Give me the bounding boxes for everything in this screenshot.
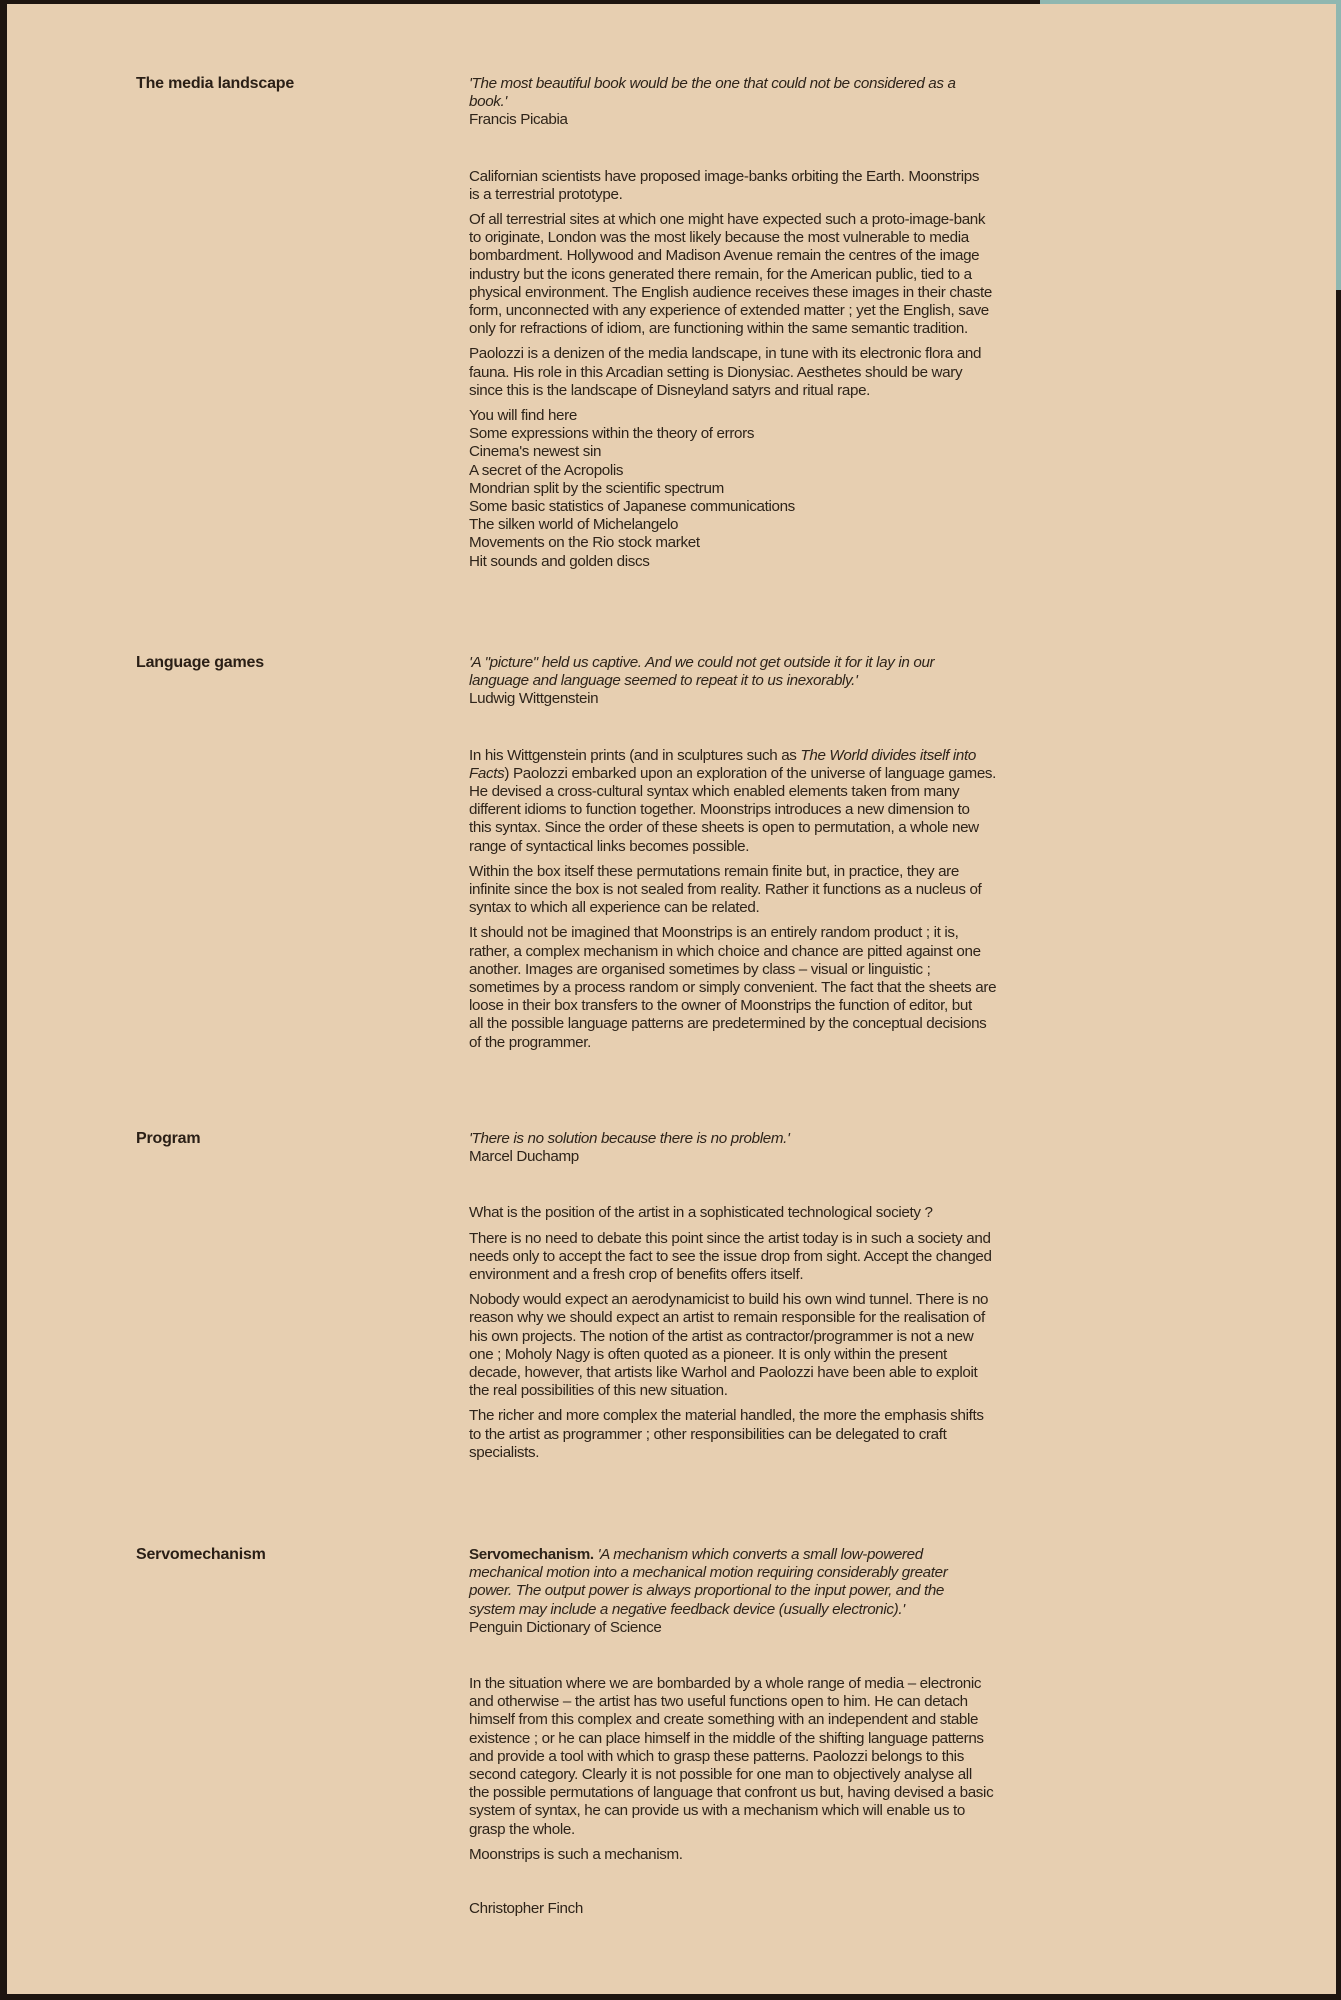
text-line: needs only to accept the fact to see the issue drop from sight. Accept the changed [469, 1247, 992, 1265]
quote-line [469, 654, 1149, 672]
text-line: to the artist as programmer ; other responsibilities can be delegated to craft [469, 1425, 947, 1443]
paragraph [469, 211, 1149, 338]
section-text-column [469, 1546, 1149, 1918]
quote-line [469, 1582, 1149, 1600]
text-line: Of all terrestrial sites at which one might have expected such a proto-image-bank [469, 211, 986, 229]
text-line: reason why we should expect an artist to remain responsible for the realisation of [469, 1309, 985, 1327]
quote-source: Penguin Dictionary of Science [469, 1618, 662, 1636]
section-heading: Servomechanism [136, 1546, 266, 1563]
quote-line [469, 1546, 1149, 1564]
text-line: Some basic statistics of Japanese communications [469, 498, 795, 516]
quote-line [469, 672, 1149, 690]
quote-line [469, 1130, 1149, 1148]
text-run: In his Wittgenstein prints (and in sculptures such as [469, 746, 801, 764]
paragraph [469, 1675, 1149, 1839]
text-line: Californian scientists have proposed image-banks orbiting the Earth. Moonstrips [469, 167, 980, 185]
text-line: What is the position of the artist in a sophisticated technological society ? [469, 1204, 933, 1222]
paragraph [469, 407, 1149, 571]
quote-source: Francis Picabia [469, 111, 568, 129]
text-line: Moonstrips is such a mechanism. [469, 1845, 683, 1863]
text-run: 'There is no solution because there is no problem.' [469, 1130, 790, 1147]
paragraph [469, 924, 1149, 1051]
text-run: 'A "picture" held us captive. And we could not get outside it for it lay in our [469, 654, 935, 671]
text-line: Hit sounds and golden discs [469, 552, 650, 570]
text-line: industry but the icons generated there remain, for the American public, tied to a [469, 265, 972, 283]
text-line: rather, a complex mechanism in which choice and chance are pitted against one [469, 942, 981, 960]
text-line [469, 747, 1149, 765]
text-line: of the programmer. [469, 1033, 592, 1051]
epigraph-quote [469, 1130, 1149, 1148]
text-line: loose in their box transfers to the owner of Moonstrips the function of editor, but [469, 997, 972, 1015]
text-line [469, 765, 1149, 783]
text-line: existence ; or he can place himself in the middle of the shifting language patterns [469, 1729, 984, 1747]
text-line: The richer and more complex the material handled, the more the emphasis shifts [469, 1407, 984, 1425]
text-line: is a terrestrial prototype. [469, 185, 623, 203]
paragraph [469, 747, 1149, 856]
text-run: system may include a negative feedback device (usually electronic).' [469, 1600, 905, 1618]
paragraph [469, 1204, 1149, 1222]
text-line: sometimes by a process random or simply convenient. The fact that the sheets are [469, 979, 997, 997]
text-line: specialists. [469, 1443, 540, 1461]
text-line: decade, however, that artists like Warhol and Paolozzi have been able to exploit [469, 1364, 978, 1382]
text-line: bombardment. Hollywood and Madison Avenue remain the centres of the image [469, 247, 980, 265]
text-line: another. Images are organised sometimes by class – visual or linguistic ; [469, 960, 931, 978]
text-line: There is no need to debate this point since the artist today is in such a society and [469, 1229, 991, 1247]
text-line: only for refractions of idiom, are functioning within the same semantic tradition. [469, 320, 968, 338]
text-line: environment and a fresh crop of benefits offers itself. [469, 1266, 804, 1284]
text-run: power. The output power is always proportional to the input power, and the [469, 1582, 945, 1600]
text-line: to originate, London was the most likely because the most vulnerable to media [469, 229, 969, 247]
section-text-column [469, 1130, 1149, 1469]
text-line: different idioms to function together. Moonstrips introduces a new dimension to [469, 801, 970, 819]
background-edge-right [1336, 0, 1341, 290]
text-line: the possible permutations of language that confront us but, having devised a basic [469, 1784, 994, 1802]
spacer [469, 1166, 1149, 1204]
paragraph [469, 863, 1149, 918]
quote-source: Marcel Duchamp [469, 1148, 579, 1166]
text-run: ) Paolozzi embarked upon an exploration of the universe of language games. [504, 764, 997, 782]
section-heading: Program [136, 1130, 201, 1147]
epigraph-quote [469, 75, 1149, 111]
quote-source: Ludwig Wittgenstein [469, 690, 599, 708]
text-line: form, unconnected with any experience of extended matter ; yet the English, save [469, 302, 989, 320]
text-line: In the situation where we are bombarded by a whole range of media – electronic [469, 1675, 982, 1693]
text-line: Nobody would expect an aerodynamicist to build his own wind tunnel. There is no [469, 1291, 989, 1309]
text-line: his own projects. The notion of the artist as contractor/programmer is not a new [469, 1327, 974, 1345]
italic-title: Facts [469, 764, 505, 782]
text-line: The silken world of Michelangelo [469, 516, 679, 534]
paragraph [469, 1407, 1149, 1462]
text-line: infinite since the box is not sealed from reality. Rather it functions as a nucleus of [469, 881, 982, 899]
paragraph [469, 1846, 1149, 1864]
text-line: range of syntactical links becomes possible. [469, 837, 750, 855]
text-line: physical environment. The English audience receives these images in their chaste [469, 283, 992, 301]
paragraph [469, 1291, 1149, 1400]
text-line: He devised a cross-cultural syntax which enabled elements taken from many [469, 783, 960, 801]
text-run: mechanical motion into a mechanical motion requiring considerably greater [469, 1564, 948, 1582]
section-heading: Language games [136, 654, 264, 671]
text-run: 'A mechanism which converts a small low-powered [597, 1546, 923, 1563]
italic-title: The World divides itself into [800, 746, 976, 764]
text-line: grasp the whole. [469, 1820, 575, 1838]
text-line: Mondrian split by the scientific spectrum [469, 479, 724, 497]
text-line: It should not be imagined that Moonstrips is an entirely random product ; it is, [469, 924, 959, 942]
text-line: syntax to which all experience can be related. [469, 899, 760, 917]
text-line: himself from this complex and create something with an independent and stable [469, 1711, 979, 1729]
text-line: one ; Moholy Nagy is often quoted as a pioneer. It is only within the present [469, 1345, 947, 1363]
text-line: since this is the landscape of Disneyland satyrs and ritual rape. [469, 381, 871, 399]
text-line: Movements on the Rio stock market [469, 534, 700, 552]
text-line: Paolozzi is a denizen of the media landscape, in tune with its electronic flora and [469, 345, 982, 363]
quote-line [469, 75, 1149, 93]
text-line: and provide a tool with which to grasp these patterns. Paolozzi belongs to this [469, 1747, 964, 1765]
author-signature: Christopher Finch [469, 1900, 583, 1918]
text-line: system of syntax, he can provide us with a mechanism which will enable us to [469, 1802, 965, 1820]
background-edge-top [1040, 0, 1341, 4]
epigraph-quote [469, 1546, 1149, 1619]
text-line: all the possible language patterns are predetermined by the conceptual decisions [469, 1015, 987, 1033]
text-line: this syntax. Since the order of these sheets is open to permutation, a whole new [469, 819, 979, 837]
paragraph [469, 1230, 1149, 1285]
spacer [469, 709, 1149, 747]
quote-line [469, 1601, 1149, 1619]
text-line: the real possibilities of this new situation. [469, 1382, 728, 1400]
text-line: Within the box itself these permutations remain finite but, in practice, they are [469, 862, 959, 880]
text-run: language and language seemed to repeat it to us inexorably.' [469, 672, 858, 690]
text-line: You will find here [469, 407, 577, 425]
quote-line [469, 1564, 1149, 1582]
text-line: second category. Clearly it is not possible for one man to objectively analyse all [469, 1766, 972, 1784]
paragraph [469, 345, 1149, 400]
term-label: Servomechanism. [469, 1546, 598, 1563]
section-heading: The media landscape [136, 75, 295, 92]
epigraph-quote [469, 654, 1149, 690]
spacer [469, 1637, 1149, 1675]
section-text-column [469, 654, 1149, 1059]
spacer [469, 130, 1149, 168]
paragraph [469, 168, 1149, 204]
quote-line [469, 93, 1149, 111]
text-line: fauna. His role in this Arcadian setting is Dionysiac. Aesthetes should be wary [469, 363, 963, 381]
text-run: 'The most beautiful book would be the one that could not be considered as a [469, 75, 956, 92]
section-text-column [469, 75, 1149, 578]
text-run: book.' [469, 93, 507, 111]
text-line: A secret of the Acropolis [469, 461, 624, 479]
text-line: Cinema's newest sin [469, 443, 602, 461]
text-line: and otherwise – the artist has two useful functions open to him. He can detach [469, 1693, 968, 1711]
text-line: Some expressions within the theory of errors [469, 425, 755, 443]
